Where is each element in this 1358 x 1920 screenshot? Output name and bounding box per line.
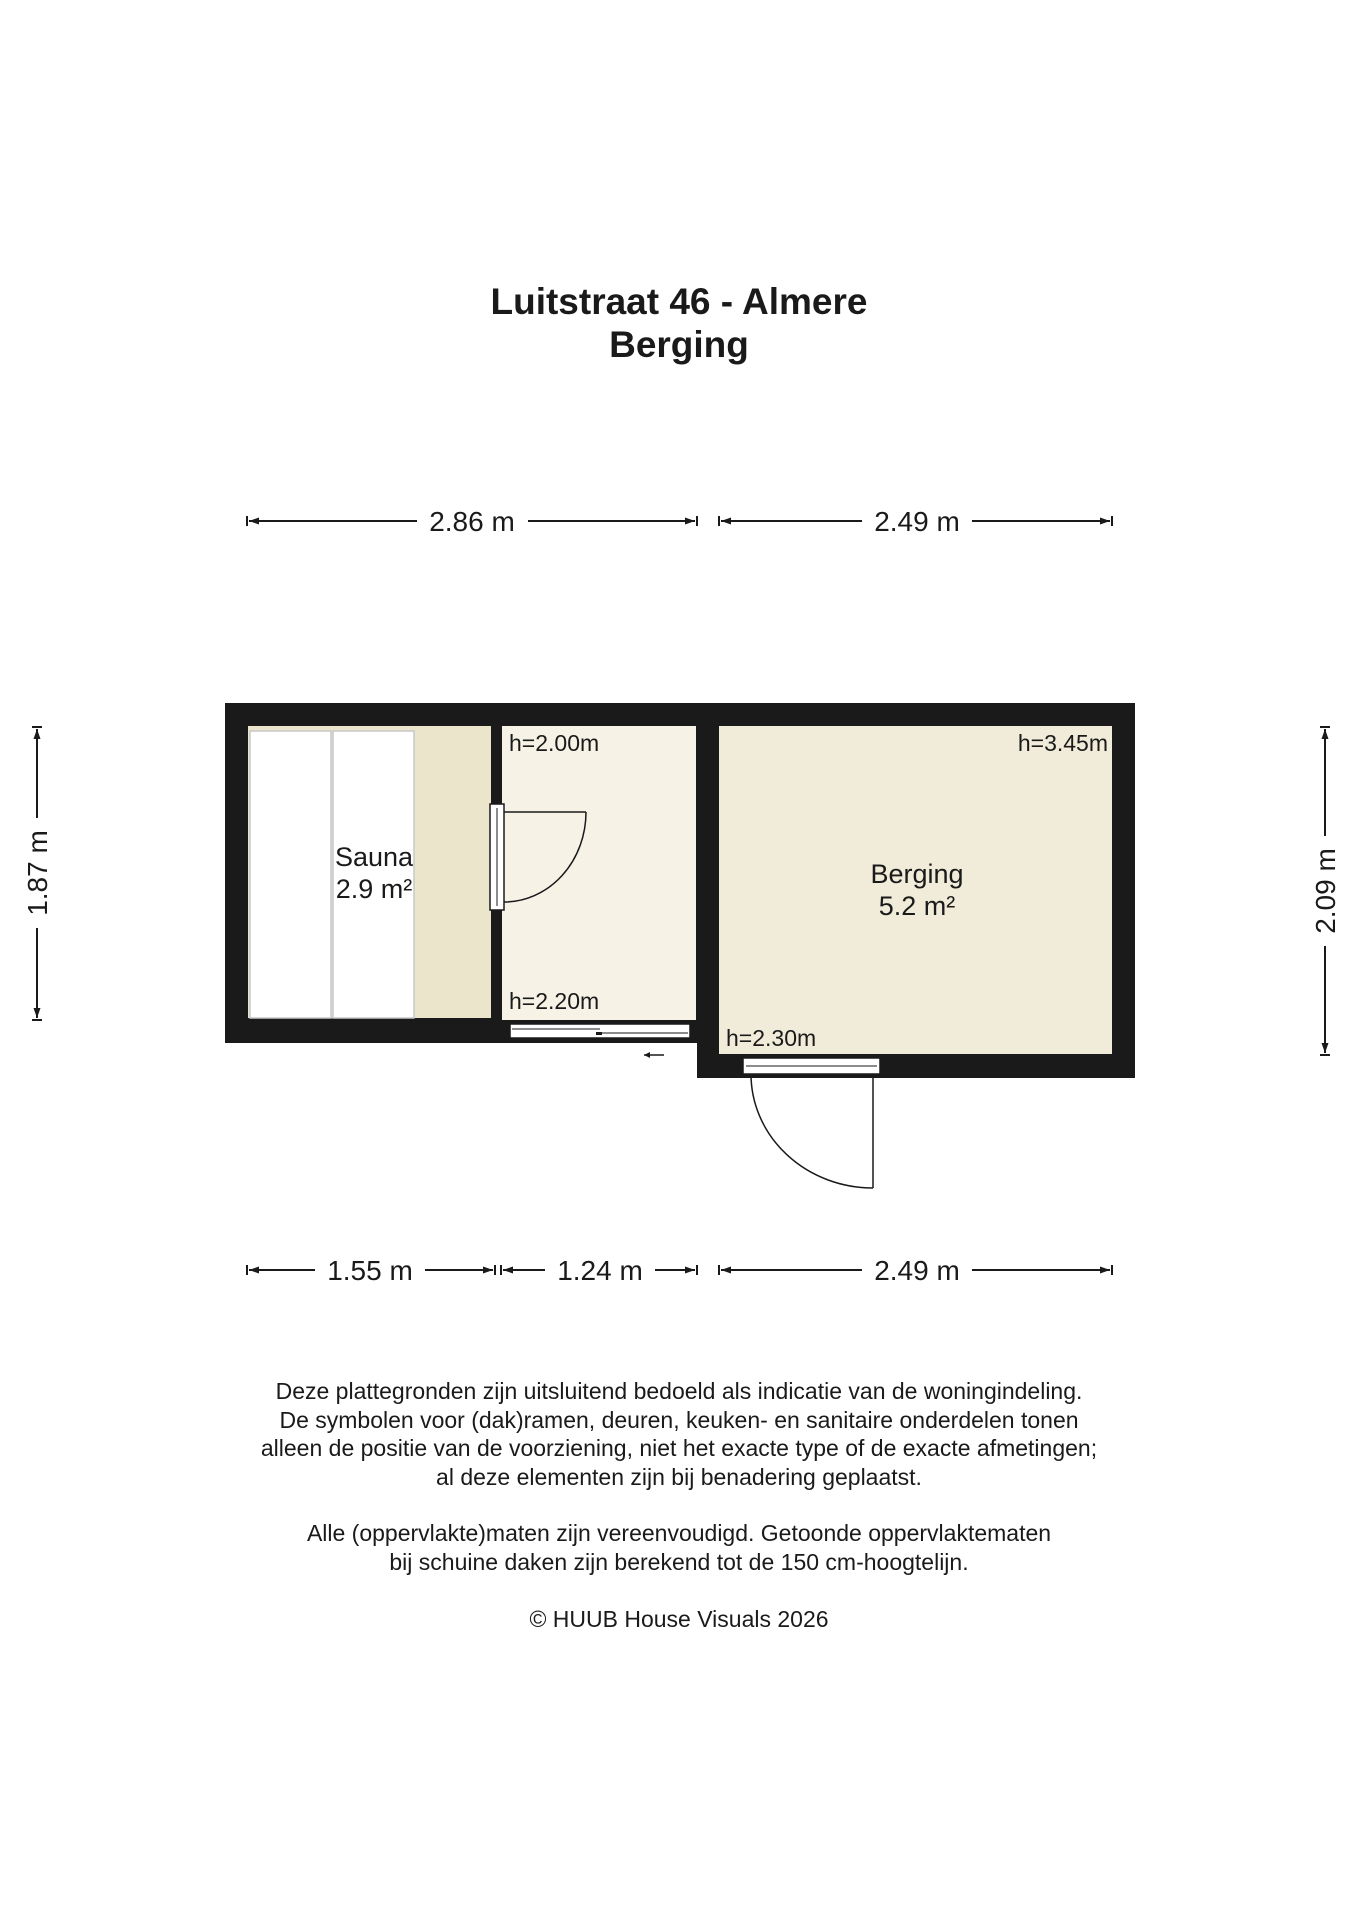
room-name-berging: Berging [870, 859, 964, 889]
berging-floor [719, 726, 1112, 1054]
disclaimer-line: alleen de positie van de voorziening, niet het exacte type of de exacte afmetingen; [260, 1435, 1098, 1461]
disclaimer-paragraph [0, 1519, 1358, 1576]
disclaimer-line: Alle (oppervlakte)maten zijn vereenvoudigd. Getoonde oppervlaktematen [306, 1520, 1052, 1546]
title-address: Luitstraat 46 - Almere [490, 281, 868, 322]
dimension-bottom-3 [719, 1255, 1112, 1286]
dimension-bottom-1 [247, 1255, 495, 1286]
dimension-label: 1.55 m [327, 1255, 413, 1286]
dimension-left [22, 727, 53, 1020]
disclaimer-paragraph [0, 1377, 1358, 1491]
dimension-label: 2.09 m [1310, 848, 1341, 934]
dimension-label: 2.49 m [874, 1255, 960, 1286]
dimension-top-right [719, 506, 1112, 537]
height-label: h=2.00m [509, 730, 600, 756]
dimension-label: 2.86 m [429, 506, 515, 537]
title-floor: Berging [609, 324, 749, 365]
dimension-bottom-2 [501, 1255, 697, 1286]
height-label: h=2.30m [726, 1025, 817, 1051]
disclaimer-line: al deze elementen zijn bij benadering geplaatst. [436, 1463, 922, 1490]
room-area-berging: 5.2 m² [878, 891, 956, 921]
dimension-top-left [247, 506, 697, 537]
dimension-right [1310, 727, 1341, 1055]
dimension-label: 2.49 m [874, 506, 960, 537]
disclaimer [0, 1377, 1358, 1604]
height-label: h=2.20m [509, 988, 600, 1014]
disclaimer-line: bij schuine daken zijn berekend tot de 150 cm-hoogtelijn. [389, 1548, 969, 1575]
dimension-label: 1.24 m [557, 1255, 643, 1286]
hall-floor [502, 726, 696, 1020]
height-label: h=3.45m [1017, 730, 1108, 756]
dimension-label: 1.87 m [22, 830, 53, 916]
room-area-sauna: 2.9 m² [335, 874, 413, 904]
disclaimer-line: Deze plattegronden zijn uitsluitend bedoeld als indicatie van de woningindeling. [275, 1378, 1083, 1404]
room-name-sauna: Sauna [334, 842, 414, 872]
disclaimer-line: De symbolen voor (dak)ramen, deuren, keuken- en sanitaire onderdelen tonen [279, 1406, 1079, 1433]
copyright: © HUUB House Visuals 2026 [529, 1606, 829, 1632]
